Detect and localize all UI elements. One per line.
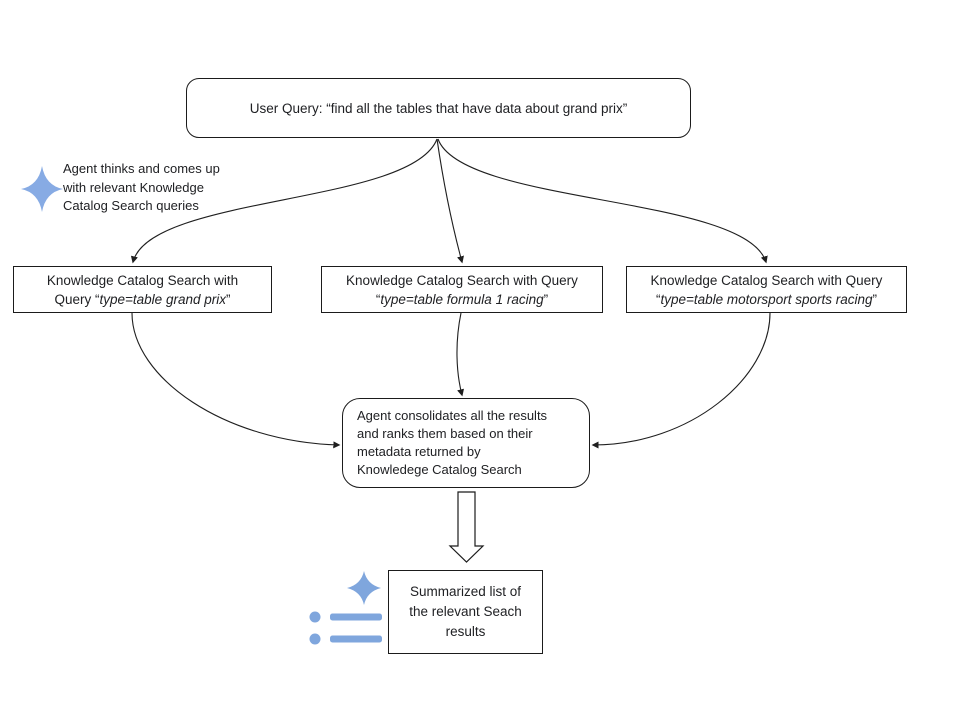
search-box-formula-1 (321, 266, 603, 313)
list-line (330, 636, 382, 643)
consolidation-line: Agent consolidates all the results (357, 408, 548, 423)
bullet-dot (310, 634, 321, 645)
sparkle-icon (347, 571, 381, 605)
search-query-italic: type=table formula 1 racing (380, 291, 544, 307)
consolidation-line: Knowledege Catalog Search (357, 462, 522, 477)
search-box-line2: Query “type=table grand prix” (54, 291, 231, 307)
agent-note-line: Catalog Search queries (63, 198, 199, 213)
summary-line: the relevant Seach (409, 604, 522, 619)
block-arrow-down (450, 492, 483, 562)
agent-note (63, 160, 273, 216)
sparkle-list-icon (296, 568, 388, 656)
summary-box (388, 570, 543, 654)
sparkle-icon (16, 163, 68, 215)
search-query-italic: type=table grand prix (99, 291, 226, 307)
search-box-line1: Knowledge Catalog Search with Query (346, 272, 578, 288)
search-box-line1: Knowledge Catalog Search with Query (650, 272, 883, 288)
summary-line: Summarized list of (409, 584, 522, 599)
connector-mid-to-consolidate (457, 313, 462, 395)
bullet-dot (310, 612, 321, 623)
user-query-text: User Query: “find all the tables that have data about grand prix” (249, 100, 628, 116)
search-box-motorsport (626, 266, 907, 313)
search-query-italic: type=table motorsport sports racing (660, 291, 873, 307)
agent-note-line: with relevant Knowledge (63, 179, 204, 195)
connector-query-to-mid (437, 139, 462, 262)
search-box-grand-prix (13, 266, 272, 313)
connector-left-to-consolidate (132, 313, 339, 445)
search-box-line2: “type=table motorsport sports racing” (656, 291, 877, 307)
consolidation-box (342, 398, 590, 488)
consolidation-line: metadata returned by (357, 444, 481, 459)
connector-right-to-consolidate (593, 313, 770, 445)
search-box-line2: “type=table formula 1 racing” (375, 291, 549, 307)
user-query-box (186, 78, 691, 138)
agent-note-line: Agent thinks and comes up (63, 161, 220, 176)
summary-line: results (445, 624, 486, 639)
connector-query-to-right (438, 139, 766, 262)
consolidation-line: and ranks them based on their (357, 426, 533, 441)
search-box-line1: Knowledge Catalog Search with (46, 272, 239, 288)
list-line (330, 614, 382, 621)
